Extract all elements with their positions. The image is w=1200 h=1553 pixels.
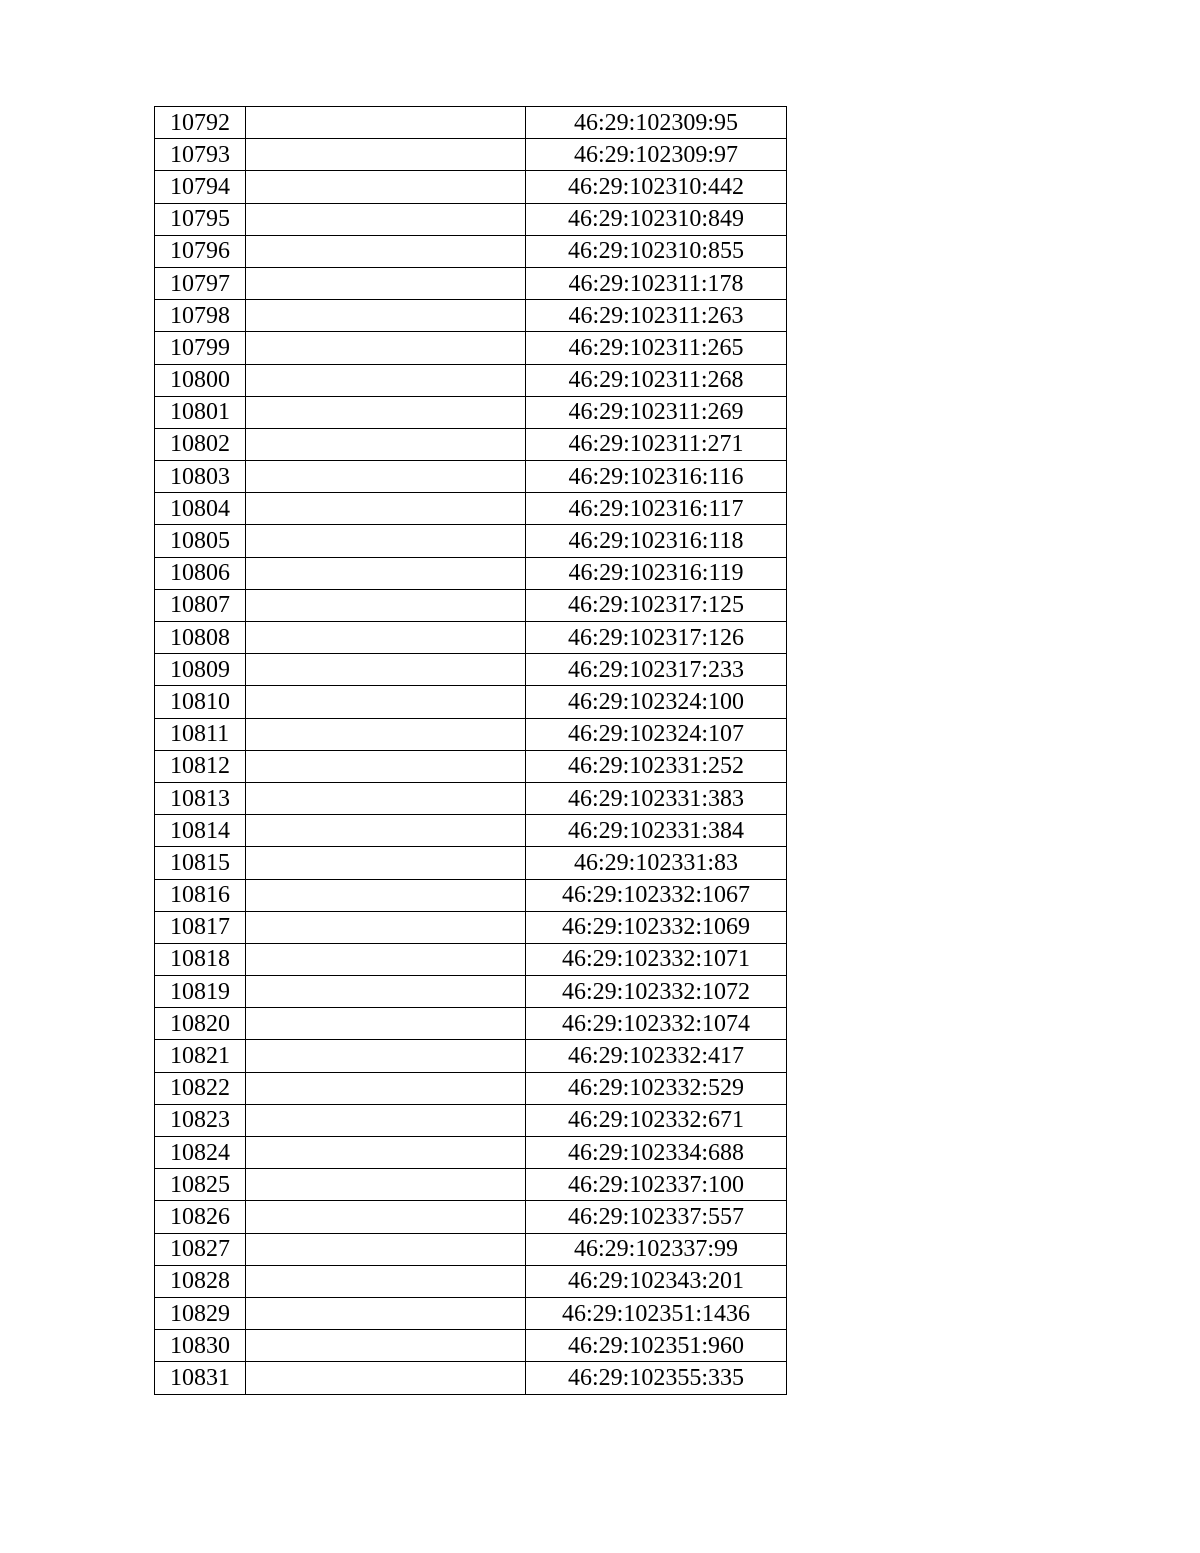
row-number-cell: 10810 [155,686,246,718]
empty-cell [246,750,526,782]
table-row [155,750,787,782]
row-number-cell: 10805 [155,525,246,557]
row-number-cell: 10813 [155,782,246,814]
row-number-cell: 10799 [155,332,246,364]
row-number-cell: 10811 [155,718,246,750]
empty-cell [246,1137,526,1169]
cadastral-number-cell: 46:29:102331:384 [526,815,787,847]
cadastral-number-cell: 46:29:102311:269 [526,396,787,428]
table-row [155,267,787,299]
empty-cell [246,525,526,557]
table-row [155,300,787,332]
cadastral-number-cell: 46:29:102309:97 [526,139,787,171]
empty-cell [246,493,526,525]
row-number-cell: 10823 [155,1104,246,1136]
empty-cell [246,622,526,654]
row-number-cell: 10819 [155,976,246,1008]
empty-cell [246,300,526,332]
row-number-cell: 10794 [155,171,246,203]
table-row [155,203,787,235]
empty-cell [246,943,526,975]
cadastral-number-cell: 46:29:102332:417 [526,1040,787,1072]
empty-cell [246,1008,526,1040]
cadastral-number-cell: 46:29:102351:1436 [526,1297,787,1329]
cadastral-number-cell: 46:29:102317:126 [526,622,787,654]
table-row [155,1265,787,1297]
table-row [155,1362,787,1394]
cadastral-number-cell: 46:29:102316:117 [526,493,787,525]
empty-cell [246,815,526,847]
cadastral-number-cell: 46:29:102324:107 [526,718,787,750]
cadastral-number-cell: 46:29:102316:118 [526,525,787,557]
table-row [155,493,787,525]
cadastral-number-cell: 46:29:102343:201 [526,1265,787,1297]
row-number-cell: 10797 [155,267,246,299]
empty-cell [246,1330,526,1362]
cadastral-number-cell: 46:29:102317:233 [526,654,787,686]
row-number-cell: 10822 [155,1072,246,1104]
empty-cell [246,782,526,814]
cadastral-number-cell: 46:29:102311:268 [526,364,787,396]
cadastral-number-cell: 46:29:102332:1072 [526,976,787,1008]
table-row [155,1233,787,1265]
table-body [155,107,787,1395]
cadastral-number-cell: 46:29:102310:855 [526,235,787,267]
cadastral-number-cell: 46:29:102331:252 [526,750,787,782]
table-row [155,235,787,267]
cadastral-number-cell: 46:29:102351:960 [526,1330,787,1362]
empty-cell [246,654,526,686]
cadastral-number-cell: 46:29:102332:1069 [526,911,787,943]
row-number-cell: 10821 [155,1040,246,1072]
row-number-cell: 10820 [155,1008,246,1040]
empty-cell [246,1233,526,1265]
cadastral-number-cell: 46:29:102316:119 [526,557,787,589]
row-number-cell: 10793 [155,139,246,171]
table-row [155,654,787,686]
row-number-cell: 10830 [155,1330,246,1362]
table-row [155,1137,787,1169]
cadastral-number-cell: 46:29:102332:1074 [526,1008,787,1040]
row-number-cell: 10795 [155,203,246,235]
cadastral-number-cell: 46:29:102332:529 [526,1072,787,1104]
empty-cell [246,267,526,299]
table-row [155,557,787,589]
table-row [155,782,787,814]
row-number-cell: 10818 [155,943,246,975]
empty-cell [246,589,526,621]
cadastral-number-cell: 46:29:102337:557 [526,1201,787,1233]
row-number-cell: 10825 [155,1169,246,1201]
cadastral-number-cell: 46:29:102332:1071 [526,943,787,975]
table-row [155,364,787,396]
row-number-cell: 10814 [155,815,246,847]
cadastral-number-cell: 46:29:102311:178 [526,267,787,299]
cadastral-number-cell: 46:29:102311:265 [526,332,787,364]
empty-cell [246,203,526,235]
row-number-cell: 10824 [155,1137,246,1169]
row-number-cell: 10828 [155,1265,246,1297]
table-row [155,332,787,364]
empty-cell [246,1040,526,1072]
table-row [155,1072,787,1104]
cadastral-number-cell: 46:29:102317:125 [526,589,787,621]
cadastral-number-cell: 46:29:102332:671 [526,1104,787,1136]
cadastral-number-cell: 46:29:102324:100 [526,686,787,718]
row-number-cell: 10807 [155,589,246,621]
empty-cell [246,171,526,203]
cadastral-number-cell: 46:29:102355:335 [526,1362,787,1394]
table-row [155,1169,787,1201]
cadastral-number-cell: 46:29:102310:442 [526,171,787,203]
cadastral-number-cell: 46:29:102309:95 [526,107,787,139]
table-row [155,847,787,879]
empty-cell [246,332,526,364]
empty-cell [246,557,526,589]
row-number-cell: 10796 [155,235,246,267]
empty-cell [246,364,526,396]
row-number-cell: 10804 [155,493,246,525]
empty-cell [246,911,526,943]
empty-cell [246,686,526,718]
row-number-cell: 10808 [155,622,246,654]
row-number-cell: 10792 [155,107,246,139]
cadastral-number-cell: 46:29:102331:383 [526,782,787,814]
row-number-cell: 10809 [155,654,246,686]
empty-cell [246,461,526,493]
cadastral-number-cell: 46:29:102311:263 [526,300,787,332]
row-number-cell: 10826 [155,1201,246,1233]
row-number-cell: 10803 [155,461,246,493]
row-number-cell: 10800 [155,364,246,396]
cadastral-number-cell: 46:29:102310:849 [526,203,787,235]
table-row [155,911,787,943]
cadastral-number-cell: 46:29:102334:688 [526,1137,787,1169]
row-number-cell: 10806 [155,557,246,589]
cadastral-number-cell: 46:29:102311:271 [526,428,787,460]
row-number-cell: 10815 [155,847,246,879]
table-row [155,589,787,621]
cadastral-number-cell: 46:29:102331:83 [526,847,787,879]
cadastral-number-cell: 46:29:102316:116 [526,461,787,493]
row-number-cell: 10816 [155,879,246,911]
row-number-cell: 10827 [155,1233,246,1265]
empty-cell [246,235,526,267]
row-number-cell: 10829 [155,1297,246,1329]
row-number-cell: 10802 [155,428,246,460]
table-row [155,428,787,460]
row-number-cell: 10801 [155,396,246,428]
table-row [155,686,787,718]
table-row [155,525,787,557]
empty-cell [246,718,526,750]
table-row [155,718,787,750]
table-row [155,461,787,493]
empty-cell [246,1265,526,1297]
empty-cell [246,139,526,171]
table-row [155,396,787,428]
cadastral-number-cell: 46:29:102332:1067 [526,879,787,911]
table-row [155,879,787,911]
table-row [155,139,787,171]
table-row [155,1008,787,1040]
table-row [155,622,787,654]
cadastral-number-cell: 46:29:102337:99 [526,1233,787,1265]
table-row [155,1330,787,1362]
empty-cell [246,396,526,428]
empty-cell [246,847,526,879]
table-row [155,171,787,203]
empty-cell [246,1362,526,1394]
table-row [155,1201,787,1233]
empty-cell [246,1104,526,1136]
row-number-cell: 10812 [155,750,246,782]
table-row [155,943,787,975]
empty-cell [246,1169,526,1201]
empty-cell [246,1201,526,1233]
table-row [155,1297,787,1329]
empty-cell [246,879,526,911]
cadastral-number-table [154,106,787,1395]
empty-cell [246,1072,526,1104]
empty-cell [246,1297,526,1329]
table-row [155,1040,787,1072]
row-number-cell: 10798 [155,300,246,332]
row-number-cell: 10831 [155,1362,246,1394]
table-row [155,815,787,847]
cadastral-number-cell: 46:29:102337:100 [526,1169,787,1201]
row-number-cell: 10817 [155,911,246,943]
empty-cell [246,107,526,139]
table-row [155,976,787,1008]
empty-cell [246,428,526,460]
table-row [155,1104,787,1136]
table-row [155,107,787,139]
empty-cell [246,976,526,1008]
